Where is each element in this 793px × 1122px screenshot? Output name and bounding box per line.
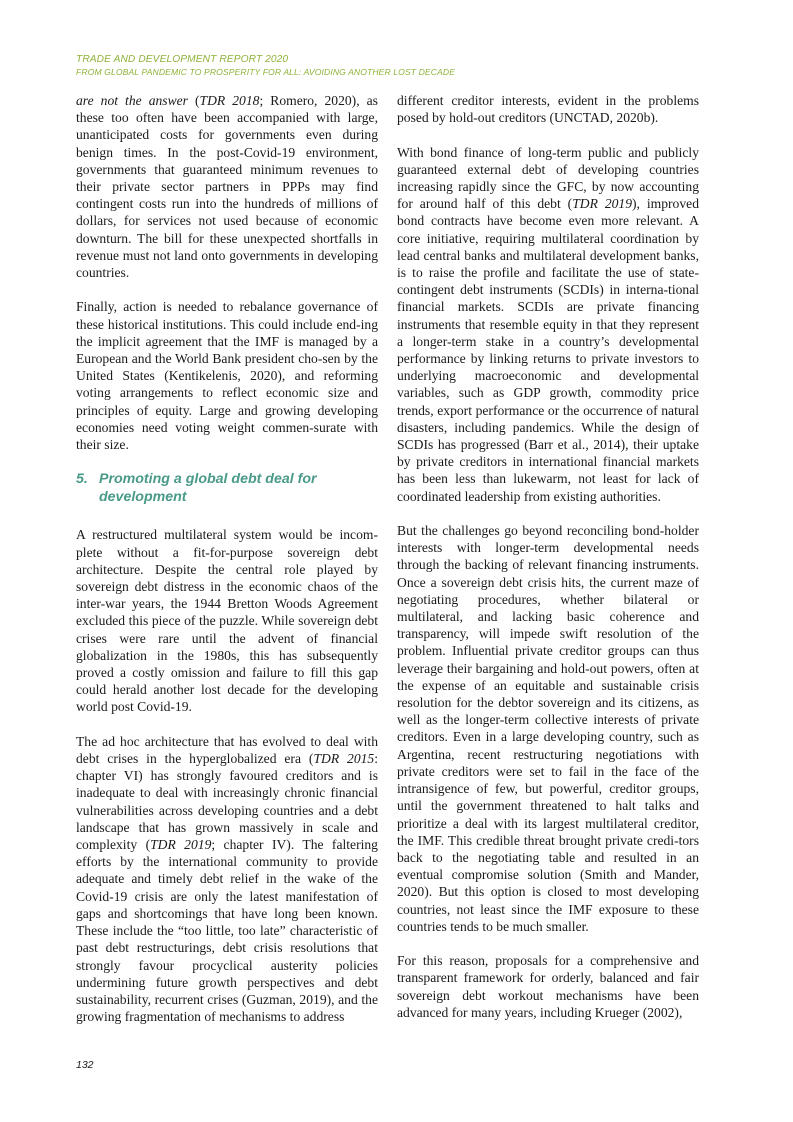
paragraph: different creditor interests, evident in the problems posed by hold-out creditors (UNCTAD, 2020b). bbox=[397, 93, 699, 126]
italic-reference: TDR 2019 bbox=[150, 837, 212, 853]
running-header bbox=[76, 53, 736, 78]
section-heading bbox=[76, 470, 378, 506]
left-column bbox=[76, 92, 378, 1025]
paragraph: The ad hoc architecture that has evolved to deal with debt crises in the hyperglobalized era (TDR 2015: chapter VI) has strongly favoured creditors and is inadequate to deal with increasingly chronic financial vulnerabilities across developing countries and a debt landscape that has grown massively in scale and complexity (TDR 2019; chapter IV). The faltering efforts by the international community to provide adequate and timely debt relief in the wake of the Covid-19 crisis are only the latest manifestation of gaps and shortcomings that have long been known. These include the “too little, too late” characteristic of past debt restructurings, debt crisis resolutions that strongly favour procyclical austerity policies undermining future growth perspectives and debt sustainability, recurrent crises (Guzman, 2019), and the growing fragmentation of mechanisms to address bbox=[76, 733, 378, 1025]
paragraph: But the challenges go beyond reconciling bond-holder interests with longer-term developmental needs through the backing of relevant financing instruments. Once a sovereign debt crisis hits, the current maze of negotiating procedures, whether bilateral or multilateral, and lacking basic coherence and transparency, will impede swift resolution of the problem. Influential private creditor groups can thus leverage their bargaining and hold-out powers, often at the expense of an equitable and sustainable crisis resolution for the debtor sovereign and its citizens, as well as the longer-term collective interests of private creditors. Even in a large developing country, such as Argentina, recent restructuring negotiations with private creditors were set to fail in the face of the intransigence of few, but powerful, creditor groups, until the government threatened to halt talks and prioritize a deal with its largest multilateral creditor, the IMF. This credible threat brought private credi-tors back to the negotiating table and resulted in an eventual compromise solution (Smith and Mander, 2020). But this option is closed to most developing countries, not least since the IMF exposure to these countries tends to be much smaller. bbox=[397, 523, 699, 934]
page-number: 132 bbox=[76, 1059, 94, 1071]
section-title: Promoting a global debt deal for development bbox=[99, 471, 317, 506]
paragraph: A restructured multilateral system would be incom-plete without a fit-for-purpose sovereign debt architecture. Despite the central role played by sovereign debt distress in the economic chaos of the inter-war years, the 1944 Bretton Woods Agreement excluded this piece of the puzzle. While sovereign debt crises were rare until the advent of financial globalization in the 1980s, this has subsequently proved a costly omission and failure to fill this gap could herald another lost decade for the developing world post Covid-19. bbox=[76, 527, 378, 715]
paragraph: For this reason, proposals for a comprehensive and transparent framework for orderly, balanced and fair sovereign debt workout mechanisms have been advanced for many years, including Krueger (2002), bbox=[397, 953, 699, 1020]
paragraph: With bond finance of long-term public and publicly guaranteed external debt of developing countries increasing rapidly since the GFC, by now accounting for around half of this debt (TDR 2019), improved bond contracts have become even more relevant. A core initiative, requiring multilateral coordination by lead central banks and multilateral development banks, is to raise the profile and facilitate the use of state-contingent debt instruments (SCDIs) in interna-tional financial markets. SCDIs are private financing instruments that resemble equity in that they represent a longer-term stake in a country’s developmental performance by linking returns to private investors to underlying macroeconomic and developmental variables, such as GDP growth, commodity price trends, export performance or the occurrence of natural disasters, including pandemics. While the design of SCDIs has progressed (Barr et al., 2014), their uptake by private creditors in international financial markets has been less than lukewarm, not least for lack of coordinated leadership from existing authorities. bbox=[397, 144, 699, 504]
italic-reference: TDR 2015 bbox=[313, 751, 375, 767]
italic-reference: TDR 2018 bbox=[199, 93, 260, 108]
report-subtitle: FROM GLOBAL PANDEMIC TO PROSPERITY FOR ALL: AVOIDING ANOTHER LOST DECADE bbox=[76, 67, 456, 77]
section-number: 5. bbox=[76, 471, 88, 488]
report-title: TRADE AND DEVELOPMENT REPORT 2020 bbox=[76, 54, 289, 65]
paragraph: Finally, action is needed to rebalance governance of these historical institutions. This could include end-ing the implicit agreement that the IMF is managed by a European and the World Bank president cho-sen by the United States (Kentikelenis, 2020), and reforming voting arrangements to reflect economic size and principles of equity. Large and growing developing economies need voting weight commen-surate with their size. bbox=[76, 299, 378, 453]
paragraph: are not the answer (TDR 2018; Romero, 2020), as these too often have been accompanied with large, unanticipated costs for governments even during benign times. In the post-Covid-19 environment, governments that guaranteed minimum revenues to their private sector partners in PPPs may find contingent costs run into the hundreds of millions of dollars, for services not used because of economic downturn. The bill for these unexpected shortfalls in revenue must not land onto governments in developing countries. bbox=[76, 93, 378, 281]
italic-reference: TDR 2019 bbox=[572, 196, 633, 212]
right-column bbox=[397, 92, 699, 1021]
italic-text: are not the answer bbox=[76, 93, 188, 108]
